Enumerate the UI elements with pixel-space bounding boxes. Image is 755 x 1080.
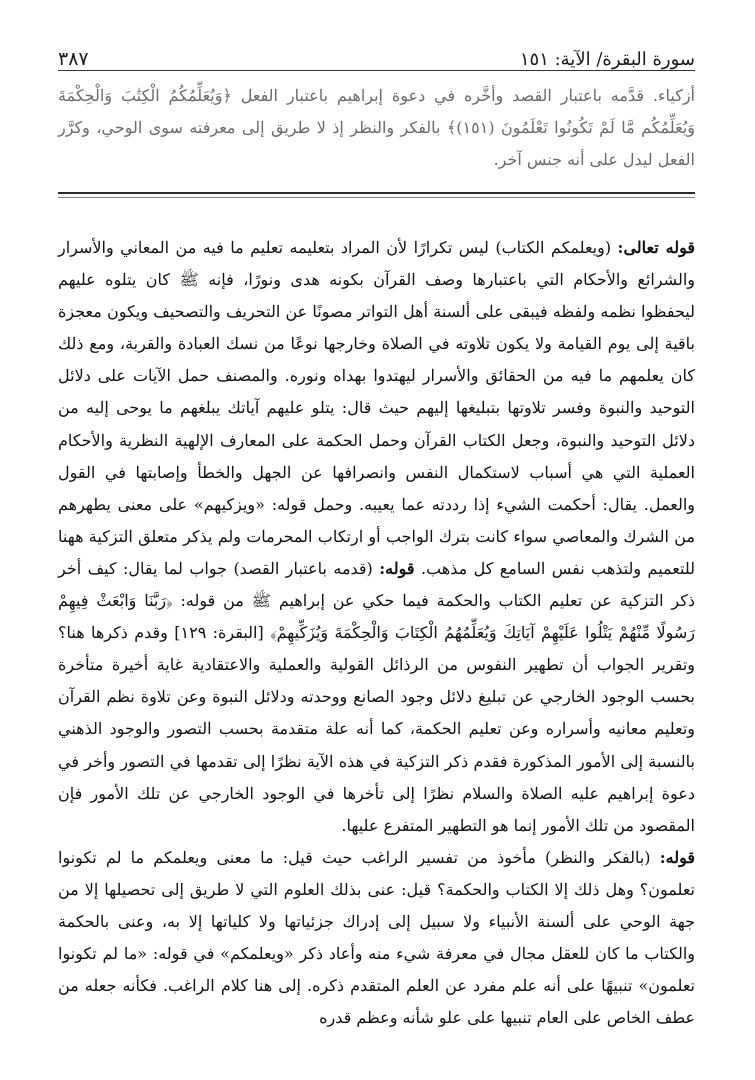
commentary-paragraph-1 — [58, 232, 695, 842]
section-divider — [58, 192, 695, 194]
page-number: ٣٨٧ — [58, 48, 89, 70]
page-header — [58, 38, 695, 71]
section-divider-thin — [58, 197, 695, 198]
base-text-block — [58, 80, 695, 176]
base-text: أزكياء. قدَّمه باعتبار القصد وأخَّره في دعوة إبراهيم باعتبار الفعل ﴿وَيُعَلِّمُكُمُ الْكِتَٰبَ وَالْحِكْمَةَ وَيُعَلِّمُكُم مَّا لَمْ تَكُونُوا تَعْلَمُونَ (١٥١)﴾ بالفكر والنظر إذ لا طريق إلى معرفته سوى الوحي، وكرَّر الفعل ليدل على أنه جنس آخر. — [58, 86, 696, 169]
surah-title: سورة البقرة/ الآية: ١٥١ — [519, 49, 695, 70]
commentary-block — [58, 232, 695, 1034]
commentary-label: قوله: — [379, 558, 415, 578]
commentary-text: (ويعلمكم الكتاب) ليس تكرارًا لأن المراد بتعليمه تعليم ما فيه من المعاني والأسرار والشرائع والأحكام التي باعتبارها وصف القرآن بكونه هدى ونورًا، فإنه ﷺ كان يتلوه عليهم ليحفظوا نظمه ولفظه فيبقى على ألسنة أهل التواتر مصونًا عن التحريف والتصحيف ويكون معجزة باقية إلى يوم القيامة ولا يكون تلاوته في الصلاة وخارجها نوعًا من نسك العبادة والقربة، ومع ذلك كان يعلمهم ما فيه من الحقائق والأسرار ليهتدوا بهداه ونوره. والمصنف حمل الآيات على دلائل التوحيد والنبوة وفسر تلاوتها بتبليغها إليهم حيث قال: يتلو عليهم آياتك يبلغهم ما يوحى إليه من دلائل التوحيد والنبوة، وجعل الكتاب القرآن وحمل الحكمة على المعارف الإلهية النظرية والأحكام العملية التي هي أسباب لاستكمال النفس وانصرافها عن الجهل والخطأ وإصابتها في القول والعمل. يقال: أحكمت الشيء إذا رددته عما يعيبه. وحمل قوله: «ويزكيهم» على معنى يطهرهم من الشرك والمعاصي سواء كانت بترك الواجب أو ارتكاب المحرمات ولم يذكر متعلق التزكية ههنا للتعميم ولتذهب نفس السامع كل مذهب. — [58, 238, 695, 578]
commentary-text: (بالفكر والنظر) مأخوذ من تفسير الراغب حيث قيل: ما معنى ويعلمكم ما لم تكونوا تعلمون؟ وهل ذلك إلا الكتاب والحكمة؟ قيل: عنى بذلك العلوم التي لا طريق إلى تحصيلها إلا من جهة الوحي على ألسنة الأنبياء ولا سبيل إلى إدراك جزئياتها ولا كلياتها إلا به، وعنى بالحكمة والكتاب ما كان للعقل مجال في معرفة شيء منه وأعاد ذكر «ويعلمكم» في قوله: «ما لم تكونوا تعلمون» تنبيهًا على أنه علم مفرد عن العلم المتقدم ذكره. إلى هنا كلام الراغب. فكأنه جعله من عطف الخاص على العام تنبيها على علو شأنه وعظم قدره — [58, 847, 695, 1028]
commentary-text: (قدمه باعتبار القصد) جواب لما يقال: كيف أخر ذكر التزكية عن تعليم الكتاب والحكمة فيما حكي عن إبراهيم ﷺ من قوله: ﴿رَبَّنَا وَابْعَثْ فِيهِمْ رَسُولًا مِّنْهُمْ يَتْلُوا عَلَيْهِمْ آيَاتِكَ وَيُعَلِّمُهُمُ الْكِتَابَ وَالْحِكْمَةَ وَيُزَكِّيهِمْ﴾ [البقرة: ١٢٩] وقدم ذكرها هنا؟ وتقرير الجواب أن تطهير النفوس من الرذائل القولية والعملية والاعتقادية غاية أخيرة متأخرة بحسب الوجود الخارجي عن تبليغ دلائل وجود الصانع ووحدته ودلائل النبوة وعن تلاوة نظم القرآن وتعليم معانيه وأسراره وعن تعليم الحكمة، كما أنه علة متقدمة بحسب التصور والوجود الذهني بالنسبة إلى الأمور المذكورة فقدم ذكر التزكية في هذه الآية نظرًا إلى تقدمها في التصور وأخر في دعوة إبراهيم عليه الصلاة والسلام نظرًا إلى تأخرها في الوجود الخارجي عن تلك الأمور فإن المقصود من تلك الأمور إنما هو التطهير المتفرع عليها. — [58, 558, 695, 835]
commentary-label: قوله تعالى: — [617, 238, 696, 257]
commentary-label: قوله: — [659, 847, 696, 867]
commentary-paragraph-2 — [58, 842, 695, 1035]
